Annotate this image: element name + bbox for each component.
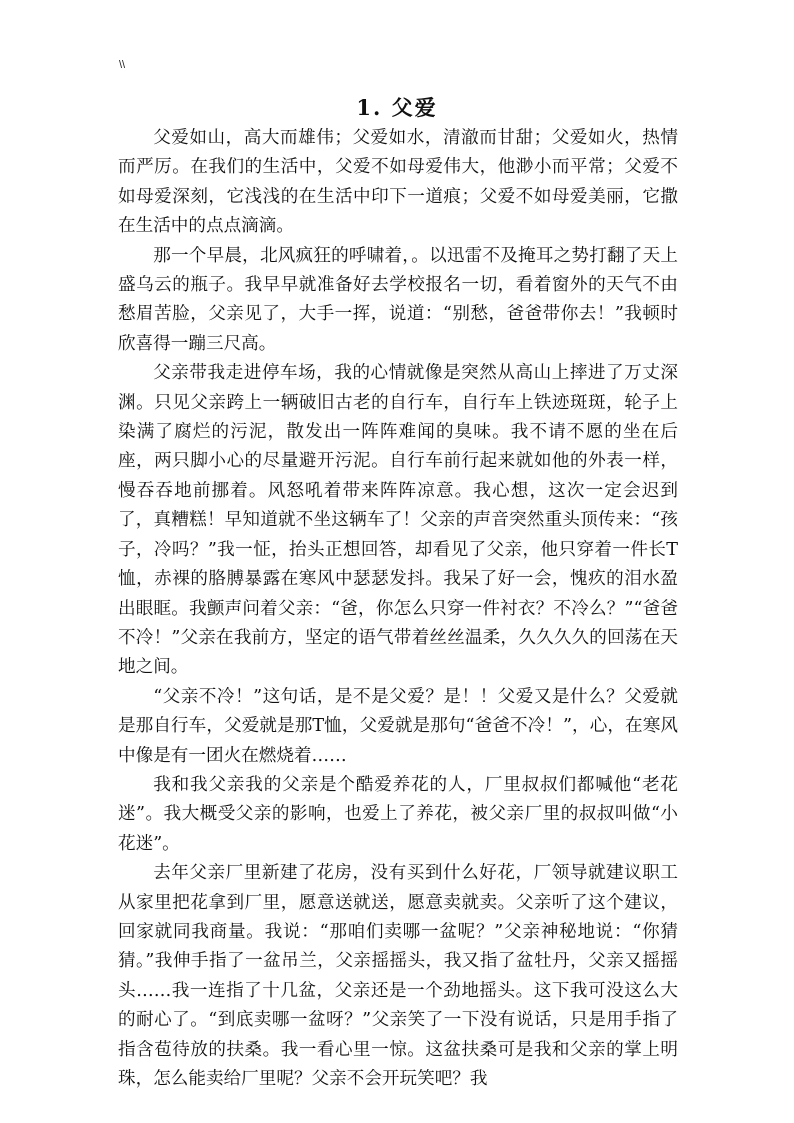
page-title: 1. 父爱	[356, 95, 438, 120]
corner-mark: \\	[119, 59, 126, 71]
paragraph-2: 那一个早晨，北风疯狂的呼啸着，。以迅雷不及掩耳之势打翻了天上盛乌云的瓶子。我早早就准备好去学校报名一切，看着窗外的天气不由愁眉苦脸，父亲见了，大手一挥，说道：“别愁，爸爸带你去！”我顿时欣喜得一蹦三尺高。	[118, 245, 678, 354]
paragraph-6: 去年父亲厂里新建了花房，没有买到什么好花，厂领导就建议职工从家里把花拿到厂里，愿意送就送，愿意卖就卖。父亲听了这个建议，回家就同我商量。我说：“那咱们卖哪一盆呢？”父亲神秘地说：“你猜猜。”我伸手指了一盆吊兰，父亲摇摇头，我又指了盆牡丹，父亲又摇摇头……我一连指了十几盆，父亲还是一个劲地摇头。这下我可没这么大的耐心了。“到底卖哪一盆呀？”父亲笑了一下没有说话，只是用手指了指含苞待放的扶桑。我一看心里一惊。这盆扶桑可是我和父亲的掌上明珠，怎么能卖给厂里呢？父亲不会开玩笑吧？我	[118, 863, 678, 1089]
paragraph-5: 我和我父亲我的父亲是个酷爱养花的人，厂里叔叔们都喊他“老花迷”。我大概受父亲的影响，也爱上了养花，被父亲厂里的叔叔叫做“小花迷”。	[118, 774, 678, 854]
article-body	[118, 124, 678, 1094]
paragraph-4: “父亲不冷！”这句话，是不是父爱？是！！父爱又是什么？父爱就是那自行车，父爱就是那T恤，父爱就是那句“爸爸不冷！”，心，在寒风中像是有一团火在燃烧着……	[118, 686, 678, 766]
paragraph-1: 父爱如山，高大而雄伟；父爱如水，清澈而甘甜；父爱如火，热情而严厉。在我们的生活中，父爱不如母爱伟大，他渺小而平常；父爱不如母爱深刻，它浅浅的在生活中印下一道痕；父爱不如母爱美丽，它撒在生活中的点点滴滴。	[118, 128, 678, 237]
paragraph-3: 父亲带我走进停车场，我的心情就像是突然从高山上摔进了万丈深渊。只见父亲跨上一辆破旧古老的自行车，自行车上铁迹斑斑，轮子上染满了腐烂的污泥，散发出一阵阵难闻的臭味。我不请不愿的坐在后座，两只脚小心的尽量避开污泥。自行车前行起来就如他的外表一样，慢吞吞地前挪着。风怒吼着带来阵阵凉意。我心想，这次一定会迟到了，真糟糕！早知道就不坐这辆车了！父亲的声音突然重头顶传来：“孩子，冷吗？”我一怔，抬头正想回答，却看见了父亲，他只穿着一件长T恤，赤裸的胳膊暴露在寒风中瑟瑟发抖。我呆了好一会，愧疚的泪水盈出眼眶。我颤声问着父亲：“爸，你怎么只穿一件衬衣？不冷么？”“爸爸不冷！”父亲在我前方，坚定的语气带着丝丝温柔，久久久久的回荡在天地之间。	[118, 363, 678, 678]
